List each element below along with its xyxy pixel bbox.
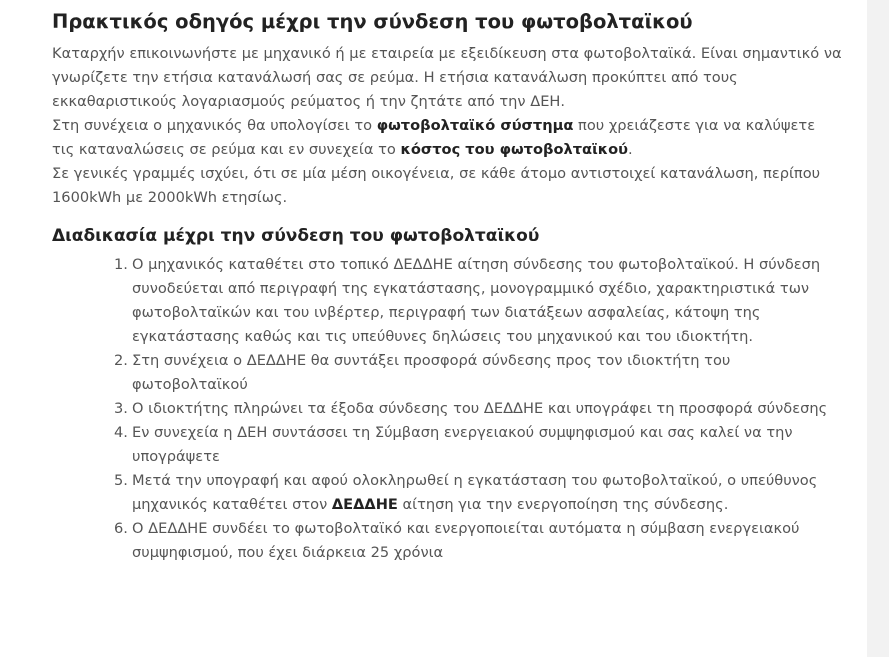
- step-number: 3.: [114, 400, 128, 417]
- article-content: [52, 8, 842, 565]
- list-item: [114, 397, 842, 421]
- step-number: 6.: [114, 520, 128, 537]
- step-number: 5.: [114, 472, 128, 489]
- list-item: [114, 469, 842, 517]
- list-item: [114, 421, 842, 469]
- step-number: 2.: [114, 352, 128, 369]
- list-item: [114, 517, 842, 565]
- intro-paragraph-1: Καταρχήν επικοινωνήστε με μηχανικό ή με εταιρεία με εξειδίκευση στα φωτοβολταϊκά. Είναι σημαντικό να γνωρίζετε την ετήσια κατανάλωσή σας σε ρεύμα. Η ετήσια κατανάλωση προκύπτει από τους εκκαθαριστικούς λογαριασμούς ρεύματος ή την ζητάτε από την ΔΕΗ.: [52, 45, 842, 110]
- pv-cost-emphasis: κόστος του φωτοβολταϊκού: [400, 141, 628, 158]
- intro-text: Στη συνέχεια ο μηχανικός θα υπολογίσει το: [52, 117, 377, 134]
- step-text: αίτηση για την ενεργοποίηση της σύνδεσης.: [397, 496, 729, 513]
- intro-paragraph-2: [52, 114, 842, 162]
- scrollbar-track[interactable]: [867, 0, 889, 657]
- deddie-emphasis: ΔΕΔΔΗΕ: [331, 496, 398, 513]
- pv-system-emphasis: φωτοβολταϊκό σύστημα: [376, 117, 574, 134]
- procedure-steps-list: [52, 253, 842, 565]
- procedure-heading: Διαδικασία μέχρι την σύνδεση του φωτοβολταϊκού: [52, 226, 540, 246]
- step-text: Ο μηχανικός καταθέτει στο τοπικό ΔΕΔΔΗΕ αίτηση σύνδεσης του φωτοβολταϊκού. Η σύνδεση συνοδεύεται από περιγραφή της εγκατάστασης, μονογραμμικό σχέδιο, χαρακτηριστικά των φωτοβολταϊκών και του ινβέρτερ, περιγραφή των διατάξεων ασφαλείας, κάτοψη της εγκατάστασης καθώς και τις υπεύθυνες δηλώσεις του μηχανικού και του ιδιοκτήτη.: [132, 256, 821, 345]
- step-text: Εν συνεχεία η ΔΕΗ συντάσσει τη Σύμβαση ενεργειακού συμψηφισμού και σας καλεί να την υπογράψετε: [132, 424, 793, 465]
- step-text: Ο ιδιοκτήτης πληρώνει τα έξοδα σύνδεσης του ΔΕΔΔΗΕ και υπογράφει τη προσφορά σύνδεσης: [132, 400, 828, 417]
- list-item: [114, 349, 842, 397]
- step-text: Ο ΔΕΔΔΗΕ συνδέει το φωτοβολταϊκό και ενεργοποιείται αυτόματα η σύμβαση ενεργειακού συμψηφισμού, που έχει διάρκεια 25 χρόνια: [132, 520, 800, 561]
- article-title: Πρακτικός οδηγός μέχρι την σύνδεση του φωτοβολταϊκού: [52, 10, 693, 33]
- intro-text: που χρειάζεστε για να καλύψετε τις καταναλώσεις σε ρεύμα και εν συνεχεία το: [52, 117, 816, 158]
- step-text: Μετά την υπογραφή και αφού ολοκληρωθεί η εγκατάσταση του φωτοβολταϊκού, ο υπεύθυνος μηχανικός καταθέτει στον: [132, 472, 818, 513]
- step-number: 1.: [114, 256, 128, 273]
- step-text: Στη συνέχεια ο ΔΕΔΔΗΕ θα συντάξει προσφορά σύνδεσης προς τον ιδιοκτήτη του φωτοβολταϊκού: [132, 352, 731, 393]
- intro-paragraph-3: Σε γενικές γραμμές ισχύει, ότι σε μία μέση οικογένεια, σε κάθε άτομο αντιστοιχεί κατανάλωση, περίπου 1600kWh με 2000kWh ετησίως.: [52, 165, 821, 206]
- step-number: 4.: [114, 424, 128, 441]
- list-item: [114, 253, 842, 349]
- intro-text: .: [628, 141, 633, 158]
